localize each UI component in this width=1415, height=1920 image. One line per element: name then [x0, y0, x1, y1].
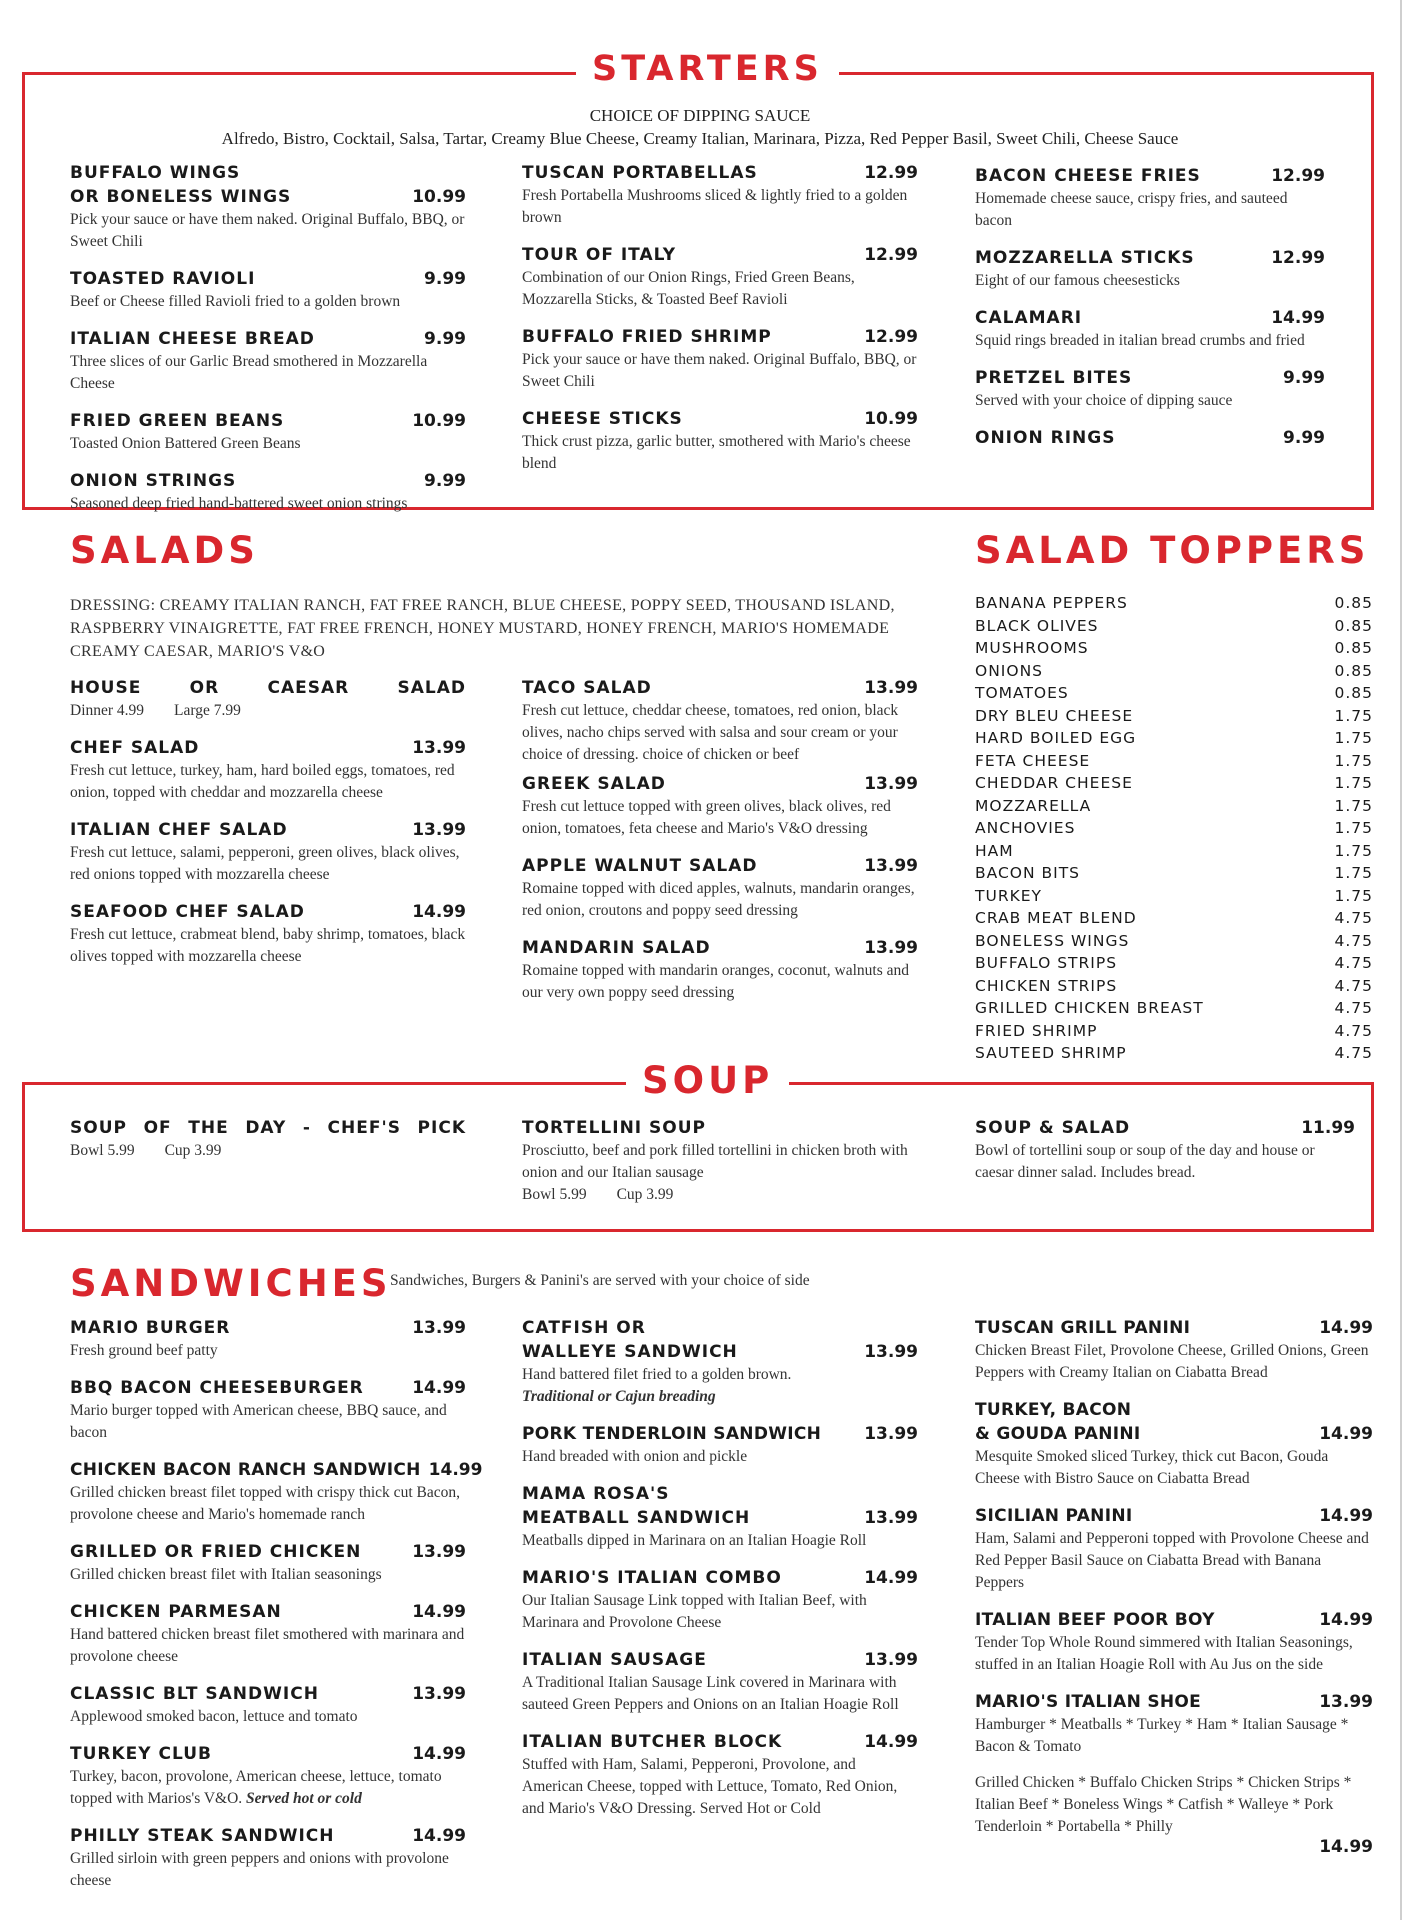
- item-price: 14.99: [1319, 1318, 1373, 1338]
- item-name: MAMA ROSA'S: [522, 1484, 670, 1504]
- item-desc: Three slices of our Garlic Bread smothered in Mozzarella Cheese: [70, 353, 428, 392]
- item-name: ITALIAN CHEF SALAD: [70, 820, 288, 840]
- item-name: TOASTED RAVIOLI: [70, 269, 256, 289]
- topper-name: TURKEY: [975, 886, 1043, 905]
- topper-price: 0.85: [1334, 684, 1373, 702]
- menu-item: [70, 1376, 466, 1444]
- item-name: ONION RINGS: [975, 428, 1116, 448]
- item-desc: Fresh cut lettuce, crabmeat blend, baby shrimp, tomatoes, black olives topped with mozzarella cheese: [70, 926, 466, 965]
- salads-title: SALADS: [70, 529, 259, 572]
- topper-price: 1.75: [1334, 706, 1373, 725]
- menu-item: [522, 325, 918, 393]
- topper-name: SAUTEED SHRIMP: [975, 1044, 1127, 1062]
- topper-row: [975, 952, 1373, 975]
- topper-price: 1.75: [1334, 819, 1373, 837]
- item-desc: Fresh cut lettuce topped with green olives, black olives, red onion, tomatoes, feta cheese and Mario's V&O dressing: [522, 798, 891, 837]
- item-name: BACON CHEESE FRIES: [975, 166, 1201, 186]
- topper-row: [975, 885, 1373, 908]
- menu-item: [975, 1608, 1373, 1676]
- item-name: CHICKEN PARMESAN: [70, 1602, 282, 1622]
- item-price: 14.99: [1319, 1837, 1373, 1857]
- item-desc: Served with your choice of dipping sauce: [975, 392, 1233, 409]
- menu-item: [522, 1566, 918, 1634]
- item-price: 9.99: [424, 471, 466, 491]
- item-name: TACO SALAD: [522, 678, 652, 698]
- item-desc: Pick your sauce or have them naked. Original Buffalo, BBQ, or Sweet Chili: [522, 351, 917, 390]
- item-price: 12.99: [1271, 166, 1325, 186]
- topper-price: 1.75: [1334, 774, 1373, 792]
- starters-col-1: [70, 161, 466, 529]
- item-desc: Thick crust pizza, garlic butter, smothered with Mario's cheese blend: [522, 433, 911, 472]
- menu-item: [975, 1772, 1373, 1856]
- item-desc: Fresh ground beef patty: [70, 1342, 218, 1359]
- soup-col-2: [522, 1116, 918, 1206]
- item-price: 13.99: [864, 1424, 918, 1444]
- item-name: APPLE WALNUT SALAD: [522, 856, 758, 876]
- menu-item: [522, 1730, 918, 1820]
- topper-row: [975, 772, 1373, 795]
- item-name: ITALIAN SAUSAGE: [522, 1650, 707, 1670]
- item-desc: Hand breaded with onion and pickle: [522, 1448, 748, 1465]
- topper-row: [975, 907, 1373, 930]
- item-desc: Bowl of tortellini soup or soup of the day and house or caesar dinner salad. Includes bread.: [975, 1142, 1315, 1181]
- item-price: 14.99: [1319, 1424, 1373, 1444]
- item-price: 13.99: [864, 774, 918, 794]
- item-desc-emphasis: Traditional or Cajun breading: [522, 1388, 716, 1405]
- topper-name: BANANA PEPPERS: [975, 594, 1128, 612]
- item-name: PORK TENDERLOIN SANDWICH: [522, 1424, 822, 1444]
- item-price: 12.99: [864, 245, 918, 265]
- item-name: TORTELLINI SOUP: [522, 1118, 707, 1138]
- menu-item: [70, 327, 466, 395]
- item-desc: Combination of our Onion Rings, Fried Green Beans, Mozzarella Sticks, & Toasted Beef Ravioli: [522, 269, 855, 308]
- item-name: BUFFALO FRIED SHRIMP: [522, 327, 772, 347]
- item-price: 11.99: [1301, 1118, 1355, 1138]
- item-name: CALAMARI: [975, 308, 1083, 328]
- topper-price: 0.85: [1334, 661, 1373, 680]
- item-name: BUFFALO WINGS: [70, 163, 241, 183]
- large-price: Large 7.99: [174, 702, 241, 719]
- salad-toppers-list: [975, 592, 1373, 1065]
- item-desc: [70, 700, 466, 722]
- item-desc: Hamburger * Meatballs * Turkey * Ham * Italian Sausage * Bacon & Tomato: [975, 1716, 1349, 1755]
- sandwiches-col-3: [975, 1316, 1373, 1870]
- menu-item: [522, 407, 918, 475]
- item-name: SICILIAN PANINI: [975, 1506, 1133, 1526]
- item-price: 10.99: [412, 187, 466, 207]
- item-desc: Hand battered chicken breast filet smothered with marinara and provolone cheese: [70, 1626, 465, 1665]
- menu-item: [70, 1316, 466, 1362]
- topper-row: [975, 750, 1373, 773]
- menu-item: [70, 676, 466, 722]
- item-name: HOUSE OR CAESAR SALAD: [70, 678, 466, 698]
- item-price: 12.99: [864, 327, 918, 347]
- item-desc: Our Italian Sausage Link topped with Italian Beef, with Marinara and Provolone Cheese: [522, 1592, 867, 1631]
- topper-name: CHEDDAR CHEESE: [975, 774, 1133, 792]
- menu-item: [70, 900, 466, 968]
- topper-row: [975, 705, 1373, 728]
- menu-item: [522, 1422, 918, 1468]
- menu-item: [975, 1690, 1373, 1758]
- sandwiches-title: SANDWICHES: [70, 1262, 392, 1305]
- starters-title: STARTERS: [576, 52, 839, 87]
- item-desc-text: Turkey, bacon, provolone, American cheese, lettuce, tomato topped with Marios's V&O.: [70, 1768, 442, 1807]
- menu-item: [522, 676, 918, 766]
- topper-row: [975, 682, 1373, 705]
- item-name: MARIO'S ITALIAN COMBO: [522, 1568, 782, 1588]
- page-edge-line: [1400, 0, 1402, 1920]
- item-price: 14.99: [412, 1378, 466, 1398]
- item-price: 12.99: [1271, 248, 1325, 268]
- item-desc: Tender Top Whole Round simmered with Italian Seasonings, stuffed in an Italian Hoagie Roll with Au Jus on the side: [975, 1634, 1353, 1673]
- menu-item: [70, 1824, 466, 1892]
- item-desc: Beef or Cheese filled Ravioli fried to a golden brown: [70, 293, 401, 310]
- topper-name: FRIED SHRIMP: [975, 1021, 1098, 1040]
- menu-item: [975, 306, 1325, 352]
- menu-item: [70, 469, 466, 515]
- topper-row: [975, 795, 1373, 818]
- topper-price: 0.85: [1334, 639, 1373, 657]
- salad-toppers-title: SALAD TOPPERS: [975, 529, 1370, 572]
- topper-name: HAM: [975, 841, 1014, 860]
- item-desc: Mario burger topped with American cheese, BBQ sauce, and bacon: [70, 1402, 447, 1441]
- item-price: 13.99: [864, 1650, 918, 1670]
- menu-item: [522, 772, 918, 840]
- dipping-sauce: [60, 104, 1340, 150]
- menu-item: [70, 267, 466, 313]
- item-desc: Fresh cut lettuce, turkey, ham, hard boiled eggs, tomatoes, red onion, topped with cheddar and mozzarella cheese: [70, 762, 455, 801]
- menu-item: [522, 1482, 918, 1552]
- topper-name: ANCHOVIES: [975, 819, 1076, 837]
- item-name: MARIO'S ITALIAN SHOE: [975, 1692, 1202, 1712]
- topper-name: ONIONS: [975, 661, 1043, 680]
- topper-row: [975, 660, 1373, 683]
- item-price: 13.99: [412, 820, 466, 840]
- topper-name: DRY BLEU CHEESE: [975, 706, 1134, 725]
- item-name: ITALIAN BEEF POOR BOY: [975, 1610, 1215, 1630]
- item-name: CHICKEN BACON RANCH SANDWICH: [70, 1460, 421, 1480]
- soup-col-1: [70, 1116, 466, 1162]
- item-name: CATFISH OR: [522, 1318, 646, 1338]
- dipping-heading: CHOICE OF DIPPING SAUCE: [589, 106, 811, 125]
- item-desc: [70, 1766, 466, 1810]
- item-name: SOUP OF THE DAY - CHEF'S PICK: [70, 1118, 466, 1138]
- item-price: 10.99: [412, 411, 466, 431]
- sandwiches-col-2: [522, 1316, 918, 1834]
- topper-name: BUFFALO STRIPS: [975, 954, 1118, 972]
- topper-row: [975, 1042, 1373, 1065]
- item-price: 9.99: [424, 329, 466, 349]
- item-desc: Applewood smoked bacon, lettuce and tomato: [70, 1708, 358, 1725]
- cup-price: Cup 3.99: [616, 1186, 674, 1203]
- item-name: OR BONELESS WINGS: [70, 187, 292, 207]
- item-price: 14.99: [1319, 1610, 1373, 1630]
- item-desc: Romaine topped with mandarin oranges, coconut, walnuts and our very own poppy seed dressing: [522, 962, 909, 1001]
- topper-row: [975, 592, 1373, 615]
- item-desc: Eight of our famous cheesesticks: [975, 272, 1180, 289]
- topper-name: BONELESS WINGS: [975, 931, 1130, 950]
- topper-row: [975, 930, 1373, 953]
- menu-item: [975, 246, 1325, 292]
- menu-item: [70, 818, 466, 886]
- item-desc: Fresh cut lettuce, cheddar cheese, tomatoes, red onion, black olives, nacho chips served with salsa and sour cream or your choice of dressing. choice of chicken or beef: [522, 702, 899, 763]
- item-price: 12.99: [864, 163, 918, 183]
- item-desc: [522, 1184, 918, 1206]
- topper-name: BACON BITS: [975, 864, 1081, 882]
- starters-col-2: [522, 161, 918, 489]
- item-name: SOUP & SALAD: [975, 1118, 1131, 1138]
- item-name: CHEESE STICKS: [522, 409, 683, 429]
- item-price: 13.99: [412, 1684, 466, 1704]
- topper-row: [975, 817, 1373, 840]
- item-name: ONION STRINGS: [70, 471, 237, 491]
- item-desc: Seasoned deep fried hand-battered sweet onion strings: [70, 495, 408, 512]
- item-price: 9.99: [1283, 428, 1325, 448]
- menu-item: [975, 1398, 1373, 1490]
- item-price: 13.99: [412, 1542, 466, 1562]
- topper-price: 4.75: [1334, 999, 1373, 1017]
- menu-item: [975, 366, 1325, 412]
- menu-item: [975, 426, 1325, 450]
- dinner-price: Dinner 4.99: [70, 702, 145, 719]
- item-desc: Squid rings breaded in italian bread crumbs and fried: [975, 332, 1305, 349]
- topper-price: 1.75: [1334, 796, 1373, 815]
- item-price: 13.99: [864, 1508, 918, 1528]
- item-price: 13.99: [864, 1342, 918, 1362]
- item-desc: Hand battered filet fried to a golden brown.: [522, 1366, 792, 1383]
- item-name: GRILLED OR FRIED CHICKEN: [70, 1542, 362, 1562]
- item-price: 14.99: [428, 1460, 483, 1480]
- item-price: 9.99: [424, 269, 466, 289]
- item-name: MOZZARELLA STICKS: [975, 248, 1195, 268]
- item-name: WALLEYE SANDWICH: [522, 1342, 738, 1362]
- item-name: TUSCAN GRILL PANINI: [975, 1318, 1191, 1338]
- item-price: 14.99: [412, 902, 466, 922]
- topper-price: 0.85: [1334, 594, 1373, 612]
- topper-price: 4.75: [1334, 931, 1373, 950]
- soup-title: SOUP: [626, 1062, 789, 1099]
- menu-item: [70, 409, 466, 455]
- item-desc: Fresh cut lettuce, salami, pepperoni, green olives, black olives, red onions topped with mozzarella cheese: [70, 844, 460, 883]
- item-name: PRETZEL BITES: [975, 368, 1133, 388]
- topper-price: 4.75: [1334, 954, 1373, 972]
- topper-name: MUSHROOMS: [975, 639, 1089, 657]
- topper-row: [975, 862, 1373, 885]
- item-desc: Pick your sauce or have them naked. Original Buffalo, BBQ, or Sweet Chili: [70, 211, 465, 250]
- item-desc: Romaine topped with diced apples, walnuts, mandarin oranges, red onion, croutons and poppy seed dressing: [522, 880, 915, 919]
- topper-row: [975, 1020, 1373, 1043]
- menu-item: [975, 1316, 1373, 1384]
- item-desc: Chicken Breast Filet, Provolone Cheese, Grilled Onions, Green Peppers with Creamy Italian on Ciabatta Bread: [975, 1342, 1369, 1381]
- topper-name: TOMATOES: [975, 684, 1069, 702]
- item-name: & GOUDA PANINI: [975, 1424, 1141, 1444]
- bowl-price: Bowl 5.99: [522, 1186, 587, 1203]
- item-name: MANDARIN SALAD: [522, 938, 711, 958]
- item-desc: Grilled sirloin with green peppers and onions with provolone cheese: [70, 1850, 449, 1889]
- topper-row: [975, 615, 1373, 638]
- item-desc: Grilled Chicken * Buffalo Chicken Strips * Chicken Strips * Italian Beef * Boneless Wings * Catfish * Walleye * Pork Tenderloin * Portabella * Philly: [975, 1774, 1352, 1835]
- item-desc: Toasted Onion Battered Green Beans: [70, 435, 301, 452]
- item-name: TURKEY, BACON: [975, 1400, 1132, 1420]
- item-name: CLASSIC BLT SANDWICH: [70, 1684, 319, 1704]
- menu-item: [522, 1316, 918, 1408]
- menu-item: [522, 936, 918, 1004]
- cup-price: Cup 3.99: [164, 1142, 222, 1159]
- menu-item: [70, 1600, 466, 1668]
- menu-item: [975, 1504, 1373, 1594]
- sandwiches-note: Sandwiches, Burgers & Panini's are served with your choice of side: [390, 1272, 810, 1289]
- topper-price: 4.75: [1334, 1044, 1373, 1062]
- item-desc: Fresh Portabella Mushrooms sliced & lightly fried to a golden brown: [522, 187, 908, 226]
- item-price: 10.99: [864, 409, 918, 429]
- item-name: CHEF SALAD: [70, 738, 200, 758]
- topper-price: 1.75: [1334, 886, 1373, 905]
- item-price: 13.99: [864, 938, 918, 958]
- item-desc: Homemade cheese sauce, crispy fries, and sauteed bacon: [975, 190, 1288, 229]
- item-desc: A Traditional Italian Sausage Link covered in Marinara with sauteed Green Peppers and Onions on an Italian Hoagie Roll: [522, 1674, 899, 1713]
- item-name: ITALIAN BUTCHER BLOCK: [522, 1732, 783, 1752]
- topper-name: CHICKEN STRIPS: [975, 976, 1118, 995]
- item-price: 14.99: [412, 1826, 466, 1846]
- item-name: SEAFOOD CHEF SALAD: [70, 902, 305, 922]
- item-price: 14.99: [864, 1732, 918, 1752]
- menu-item: [70, 736, 466, 804]
- menu-item: [70, 161, 466, 253]
- item-desc: Ham, Salami and Pepperoni topped with Provolone Cheese and Red Pepper Basil Sauce on Ciabatta Bread with Banana Peppers: [975, 1530, 1369, 1591]
- item-price: 13.99: [412, 738, 466, 758]
- item-price: 13.99: [864, 856, 918, 876]
- sandwiches-col-1: [70, 1316, 483, 1906]
- salads-col-2: [522, 676, 918, 1018]
- item-name: PHILLY STEAK SANDWICH: [70, 1826, 335, 1846]
- menu-item: [70, 1682, 466, 1728]
- menu-item: [70, 1458, 483, 1526]
- item-desc: Grilled chicken breast filet with Italian seasonings: [70, 1566, 382, 1583]
- item-price: 9.99: [1283, 368, 1325, 388]
- item-price: 13.99: [864, 678, 918, 698]
- item-price: 13.99: [1319, 1692, 1373, 1712]
- item-desc: Prosciutto, beef and pork filled tortellini in chicken broth with onion and our Italian sausage: [522, 1142, 908, 1181]
- item-name: TURKEY CLUB: [70, 1744, 212, 1764]
- topper-price: 4.75: [1334, 976, 1373, 995]
- topper-name: GRILLED CHICKEN BREAST: [975, 999, 1204, 1017]
- item-name: BBQ BACON CHEESEBURGER: [70, 1378, 364, 1398]
- menu-item: [975, 164, 1325, 232]
- item-price: 14.99: [864, 1568, 918, 1588]
- topper-price: 4.75: [1334, 1021, 1373, 1040]
- topper-price: 1.75: [1334, 841, 1373, 860]
- topper-row: [975, 637, 1373, 660]
- item-desc: [70, 1140, 466, 1162]
- salads-col-1: [70, 676, 466, 982]
- item-price: 14.99: [1271, 308, 1325, 328]
- dipping-list: Alfredo, Bistro, Cocktail, Salsa, Tartar, Creamy Blue Cheese, Creamy Italian, Marinara, Pizza, Red Pepper Basil, Sweet Chili, Cheese Sauce: [221, 129, 1179, 148]
- dressing-list: DRESSING: CREAMY ITALIAN RANCH, FAT FREE RANCH, BLUE CHEESE, POPPY SEED, THOUSAND ISLAND, RASPBERRY VINAIGRETTE, FAT FREE FRENCH, HONEY MUSTARD, HONEY FRENCH, MARIO'S HOMEMADE CREAMY CAESAR, MARIO'S V&O: [70, 597, 895, 660]
- topper-name: BLACK OLIVES: [975, 616, 1099, 635]
- topper-price: 4.75: [1334, 909, 1373, 927]
- item-desc-emphasis: Served hot or cold: [246, 1790, 362, 1807]
- topper-row: [975, 997, 1373, 1020]
- item-price: 14.99: [1319, 1506, 1373, 1526]
- item-desc: Mesquite Smoked sliced Turkey, thick cut Bacon, Gouda Cheese with Bistro Sauce on Ciabatta Bread: [975, 1448, 1329, 1487]
- starters-col-3: [975, 164, 1325, 464]
- item-name: TOUR OF ITALY: [522, 245, 677, 265]
- item-name: MARIO BURGER: [70, 1318, 231, 1338]
- topper-name: CRAB MEAT BLEND: [975, 909, 1137, 927]
- soup-col-3: [975, 1116, 1355, 1184]
- item-desc: Meatballs dipped in Marinara on an Italian Hoagie Roll: [522, 1532, 867, 1549]
- item-price: 14.99: [412, 1744, 466, 1764]
- item-price: 14.99: [412, 1602, 466, 1622]
- item-price: 13.99: [412, 1318, 466, 1338]
- topper-price: 1.75: [1334, 751, 1373, 770]
- item-name: GREEK SALAD: [522, 774, 666, 794]
- menu-item: [70, 1540, 466, 1586]
- menu-item: [522, 854, 918, 922]
- menu-item: [522, 161, 918, 229]
- topper-row: [975, 840, 1373, 863]
- topper-row: [975, 975, 1373, 998]
- topper-name: HARD BOILED EGG: [975, 729, 1137, 747]
- topper-price: 1.75: [1334, 864, 1373, 882]
- item-name: MEATBALL SANDWICH: [522, 1508, 751, 1528]
- topper-price: 1.75: [1334, 729, 1373, 747]
- item-name: FRIED GREEN BEANS: [70, 411, 285, 431]
- topper-name: FETA CHEESE: [975, 751, 1091, 770]
- item-name: ITALIAN CHEESE BREAD: [70, 329, 315, 349]
- topper-row: [975, 727, 1373, 750]
- bowl-price: Bowl 5.99: [70, 1142, 135, 1159]
- menu-item: [522, 243, 918, 311]
- item-desc: Stuffed with Ham, Salami, Pepperoni, Provolone, and American Cheese, topped with Lettuce, Tomato, Red Onion, and Mario's V&O Dressing. Served Hot or Cold: [522, 1756, 898, 1817]
- menu-item: [522, 1648, 918, 1716]
- topper-price: 0.85: [1334, 616, 1373, 635]
- menu-item: [70, 1742, 466, 1810]
- item-desc: Grilled chicken breast filet topped with crispy thick cut Bacon, provolone cheese and Mario's homemade ranch: [70, 1484, 460, 1523]
- topper-name: MOZZARELLA: [975, 796, 1092, 815]
- item-name: TUSCAN PORTABELLAS: [522, 163, 758, 183]
